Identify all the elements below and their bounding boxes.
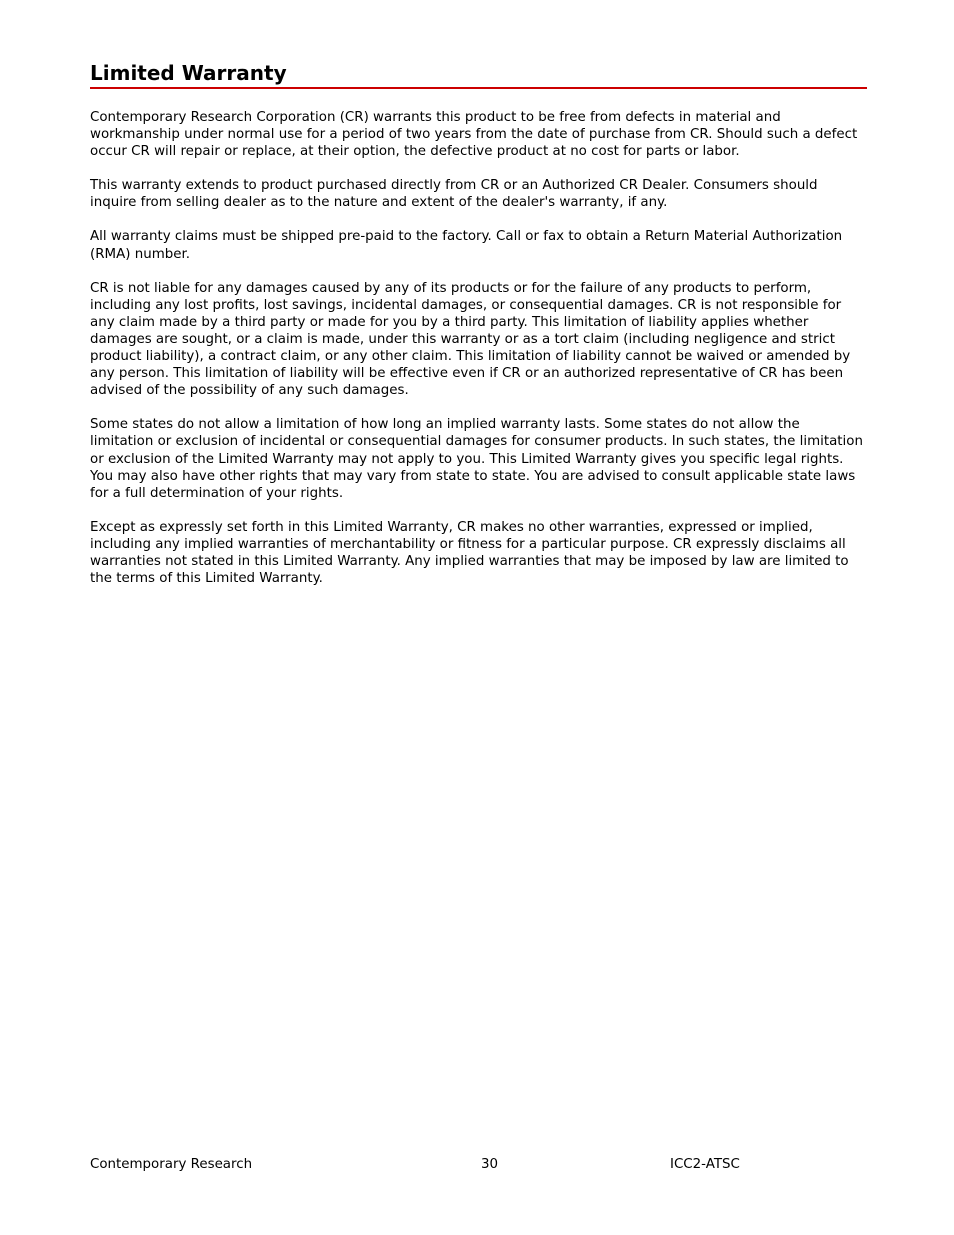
page-title: Limited Warranty: [90, 60, 867, 89]
page-footer: [0, 1156, 954, 1174]
footer-product: ICC2-ATSC: [670, 1157, 740, 1172]
paragraph-liability-limitation: CR is not liable for any damages caused by any of its products or for the failure of any products to perform, including any lost profits, lost savings, incidental damages, or consequential damages. CR is not responsible for any claim made by a third party or made for you by a third party. This limitation of liability applies whether damages are sought, or a claim is made, under this warranty or as a tort claim (including negligence and strict product liability), a contract claim, or any other claim. This limitation of liability cannot be waived or amended by any person. This limitation of liability will be effective even if CR or an authorized representative of CR has been advised of the possibility of any such damages.: [90, 280, 851, 399]
warranty-body: [90, 109, 867, 604]
paragraph-disclaimer: Except as expressly set forth in this Limited Warranty, CR makes no other warranties, expressed or implied, including any implied warranties of merchantability or fitness for a particular purpose. CR expressly disclaims all warranties not stated in this Limited Warranty. Any implied warranties that may be imposed by law are limited to the terms of this Limited Warranty.: [90, 519, 849, 587]
paragraph-warranty-coverage: Contemporary Research Corporation (CR) warrants this product to be free from defects in material and workmanship under normal use for a period of two years from the date of purchase from CR. Should such a defect occur CR will repair or replace, at their option, the defective product at no cost for parts or labor.: [90, 110, 858, 160]
paragraph-warranty-claims: All warranty claims must be shipped pre-paid to the factory. Call or fax to obtain a Return Material Authorization (RMA) number.: [90, 229, 843, 262]
paragraph-warranty-extent: This warranty extends to product purchased directly from CR or an Authorized CR Dealer. Consumers should inquire from selling dealer as to the nature and extent of the dealer's warranty, if any.: [90, 178, 818, 211]
footer-page-number: 30: [481, 1157, 499, 1172]
paragraph-state-rights: Some states do not allow a limitation of how long an implied warranty lasts. Some states do not allow the limitation or exclusion of incidental or consequential damages for consumer products. In such states, the limitation or exclusion of the Limited Warranty may not apply to you. This Limited Warranty gives you specific legal rights. You may also have other rights that may vary from state to state. You are advised to consult applicable state laws for a full determination of your rights.: [90, 417, 863, 501]
footer-company: Contemporary Research: [90, 1157, 253, 1172]
